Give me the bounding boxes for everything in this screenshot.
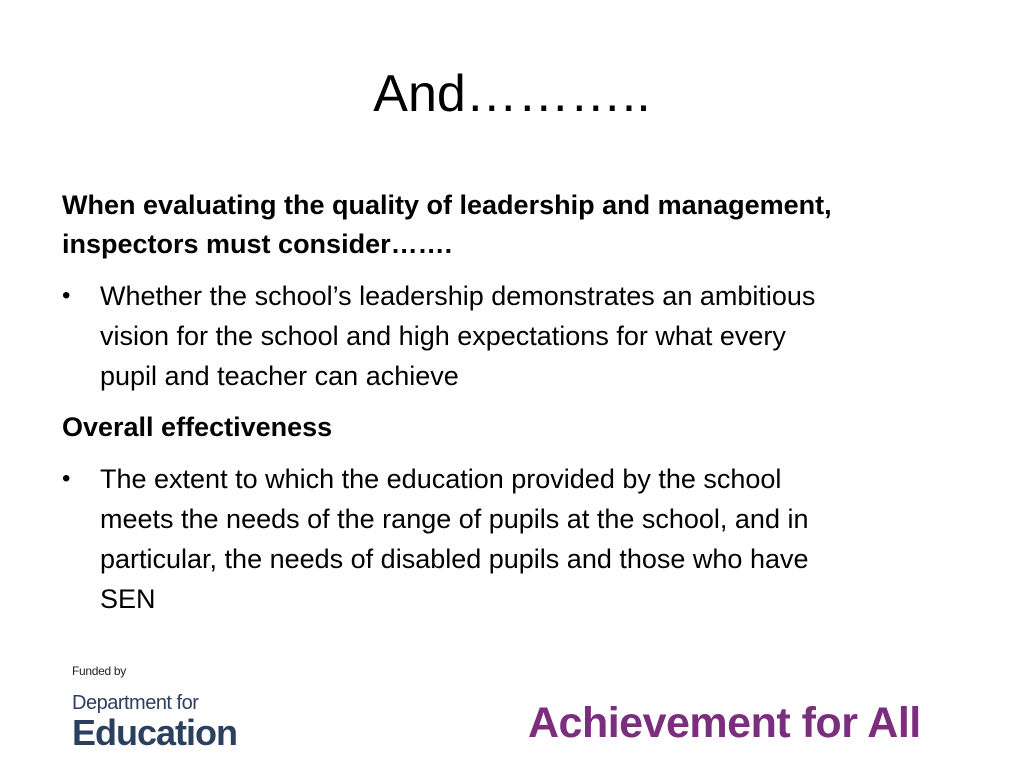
bullet-line: particular, the needs of disabled pupils and those who have (100, 544, 809, 574)
bullet-line: Whether the school’s leadership demonstrates an ambitious (100, 281, 816, 311)
bullet-item-overall-effectiveness (62, 459, 962, 619)
dfe-logo-line1: Department for (72, 692, 199, 714)
bullet-item-leadership (62, 276, 962, 396)
bullet-line: meets the needs of the range of pupils at the school, and in (100, 504, 809, 534)
funded-by-label: Funded by (72, 664, 127, 678)
heading-line: inspectors must consider……. (62, 229, 453, 259)
slide-title: And……….. (373, 65, 651, 123)
section-heading-overall-effectiveness: Overall effectiveness (62, 412, 333, 442)
bullet-line: The extent to which the education provided by the school (100, 464, 782, 494)
bullet-line: SEN (100, 584, 156, 614)
bullet-icon: • (62, 282, 71, 309)
heading-line: When evaluating the quality of leadership and management, (62, 190, 832, 220)
section-heading-leadership (62, 186, 962, 264)
slide-body (62, 186, 962, 631)
bullet-line: vision for the school and high expectations for what every (100, 321, 786, 351)
dfe-logo (72, 664, 237, 752)
bullet-line: pupil and teacher can achieve (100, 361, 459, 391)
bullet-icon: • (62, 465, 71, 492)
achievement-for-all-logo: Achievement for All (528, 699, 921, 747)
dfe-logo-line2: Education (72, 712, 238, 753)
